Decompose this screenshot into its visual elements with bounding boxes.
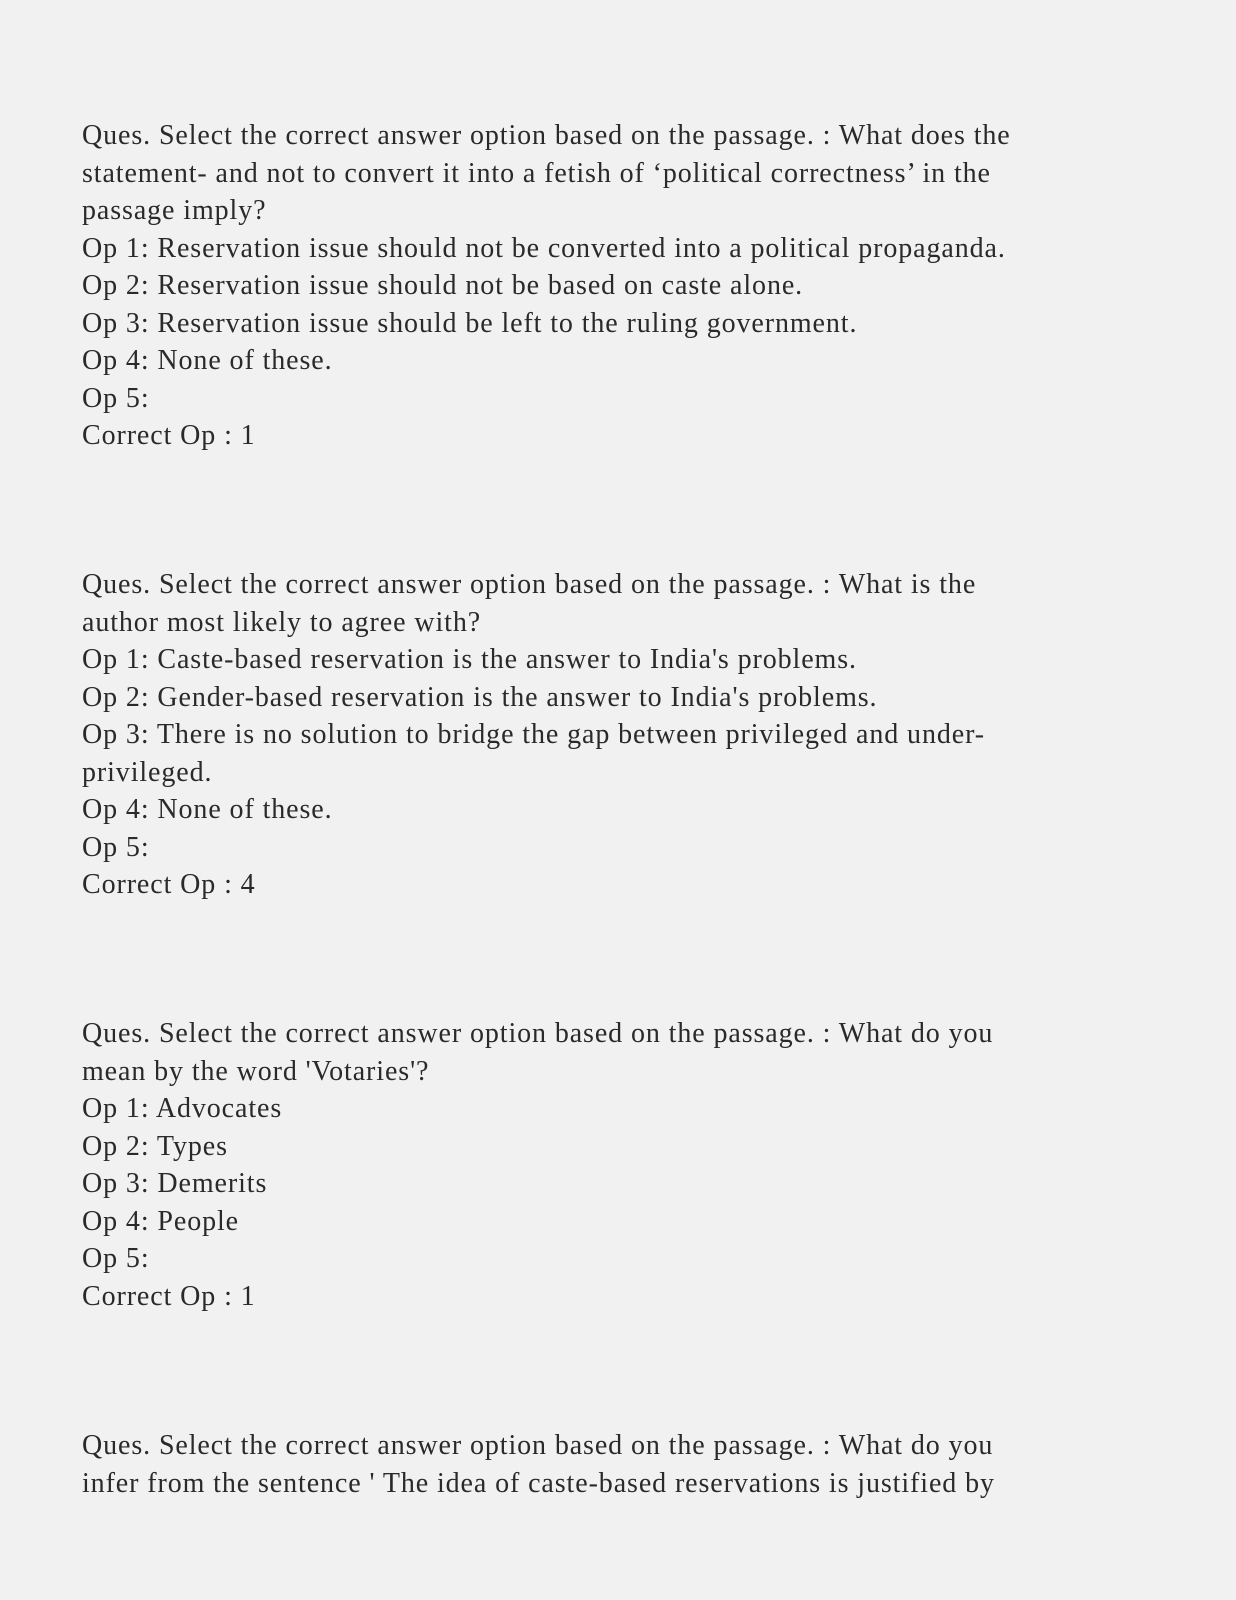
option-2: Op 2: Reservation issue should not be based on caste alone. (82, 270, 804, 301)
option-2: Op 2: Gender-based reservation is the answer to India's problems. (82, 681, 878, 713)
question-block-1 (82, 117, 1011, 455)
question-text: infer from the sentence ' The idea of caste-based reservations is justified by (82, 1467, 995, 1499)
option-5: Op 5: (82, 1243, 150, 1274)
question-text: mean by the word 'Votaries'? (82, 1055, 430, 1087)
option-1: Op 1: Advocates (82, 1093, 283, 1124)
option-3: Op 3: There is no solution to bridge the gap between privileged and under- (82, 719, 985, 750)
question-block-2 (82, 566, 985, 904)
option-4: Op 4: None of these. (82, 794, 333, 825)
option-4: Op 4: None of these. (82, 345, 333, 376)
question-text: author most likely to agree with? (82, 606, 482, 638)
option-3-continued: privileged. (82, 756, 213, 788)
correct-option: Correct Op : 1 (82, 420, 256, 451)
option-5: Op 5: (82, 382, 150, 414)
question-text: Ques. Select the correct answer option based on the passage. : What do you (82, 1018, 994, 1049)
question-block-4 (82, 1427, 995, 1502)
option-4: Op 4: People (82, 1205, 240, 1237)
option-2: Op 2: Types (82, 1130, 228, 1162)
option-1: Op 1: Reservation issue should not be converted into a political propaganda. (82, 232, 1006, 264)
question-text: passage imply? (82, 195, 267, 226)
question-block-3 (82, 1015, 993, 1315)
correct-option: Correct Op : 4 (82, 869, 256, 900)
question-text: statement- and not to convert it into a fetish of ‘political correctness’ in the (82, 157, 991, 189)
correct-option: Correct Op : 1 (82, 1280, 256, 1312)
option-5: Op 5: (82, 831, 150, 863)
option-1: Op 1: Caste-based reservation is the answer to India's problems. (82, 644, 857, 675)
option-3: Op 3: Demerits (82, 1168, 268, 1199)
option-3: Op 3: Reservation issue should be left to the ruling government. (82, 307, 858, 339)
question-text: Ques. Select the correct answer option based on the passage. : What does the (82, 120, 1011, 151)
question-text: Ques. Select the correct answer option based on the passage. : What is the (82, 569, 977, 600)
question-text: Ques. Select the correct answer option based on the passage. : What do you (82, 1430, 994, 1461)
